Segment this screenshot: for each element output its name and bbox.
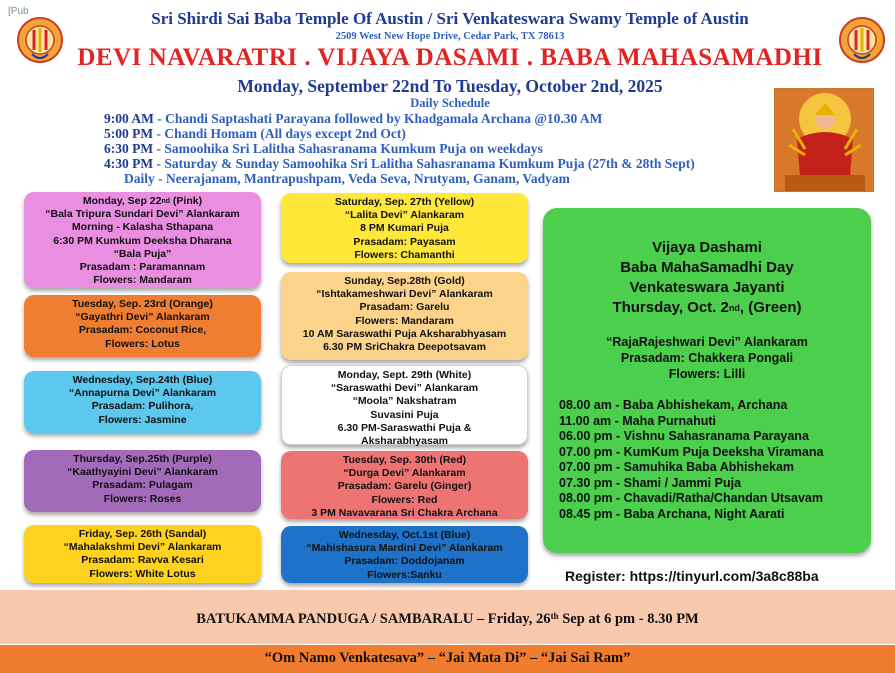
day-line: Prasadam: Doddojanam — [344, 555, 465, 568]
schedule-text: - Chandi Homam (All days except 2nd Oct) — [153, 126, 406, 141]
day-line: Wednesday, Oct.1st (Blue) — [338, 529, 471, 541]
big-card-headline: Baba MahaSamadhi Day — [620, 259, 794, 276]
day-card-sep29 — [281, 365, 528, 448]
goddess-image — [774, 88, 874, 192]
day-line: Prasadam: Payasam — [353, 235, 456, 248]
event-title: DEVI NAVARATRI . VIJAYA DASAMI . BABA MAHASAMADHI — [77, 44, 823, 71]
day-line: Prasadam: Garelu (Ginger) — [337, 480, 472, 493]
schedule-text: Daily - Neerajanam, Mantrapushpam, Veda Seva, Nrutyam, Ganam, Vadyam — [124, 171, 570, 186]
day-line: Prasadam : Paramannam — [79, 261, 206, 274]
daily-schedule-heading: Daily Schedule — [410, 96, 490, 110]
day-line: “Bala Tripura Sundari Devi” Alankaram — [45, 208, 240, 221]
day-line: Tuesday, Sep. 23rd (Orange) — [72, 298, 213, 310]
day-line: Flowers: Mandaram — [93, 274, 192, 287]
big-card-alankaram: “RajaRajeshwari Devi” Alankaram — [606, 335, 808, 349]
day-card-oct2 — [543, 208, 871, 553]
day-line: Flowers: Red — [371, 493, 438, 506]
day-line: 6:30 PM Kumkum Deeksha Dharana — [53, 234, 232, 247]
big-card-flowers: Flowers: Lilli — [668, 367, 746, 381]
schedule-text: - Chandi Saptashati Parayana followed by Khadgamala Archana @10.30 AM — [153, 111, 603, 126]
day-line: Flowers: Jasmine — [98, 413, 187, 426]
day-line: Prasadam: Pulihora, — [91, 400, 194, 413]
big-card-headline: Thursday, Oct. 2nd, (Green) — [612, 299, 802, 316]
schedule-time: 6:30 PM — [104, 141, 154, 156]
temple-address: 2509 West New Hope Drive, Cedar Park, TX 78613 — [335, 31, 565, 42]
big-card-schedule-item: 08.45 pm - Baba Archana, Night Aarati — [559, 506, 785, 521]
big-card-schedule-item: 07.30 pm - Shami / Jammi Puja — [559, 475, 742, 490]
day-line: 3 PM Navavarana Sri Chakra Archana — [311, 506, 498, 519]
day-line: “Ishtakameshwari Devi” Alankaram — [316, 288, 493, 301]
big-card-prasadam: Prasadam: Chakkera Pongali — [620, 351, 794, 365]
batukamma-announcement: BATUKAMMA PANDUGA / SAMBARALU – Friday, 26th Sep at 6 pm - 8.30 PM — [196, 611, 699, 627]
day-line: 10 AM Saraswathi Puja Aksharabhyasam — [302, 327, 507, 340]
day-line: Flowers:Sanku — [367, 568, 442, 581]
schedule-time: 9:00 AM — [104, 111, 154, 126]
day-line: “Mahishasura Mardini Devi” Alankaram — [306, 542, 503, 555]
day-line: 6.30 PM SriChakra Deepotsavam — [323, 341, 486, 354]
register-link[interactable]: Register: https://tinyurl.com/3a8c88ba — [565, 568, 819, 584]
day-card-sep30 — [281, 451, 528, 519]
day-line: Aksharabhyasam — [361, 435, 448, 448]
day-line: Flowers: Lotus — [105, 337, 180, 350]
day-line: Prasadam: Ravva Kesari — [81, 554, 204, 567]
day-line: Tuesday, Sep. 30th (Red) — [342, 454, 467, 466]
pub-tag: [Pub — [8, 6, 29, 17]
day-line: “Mahalakshmi Devi” Alankaram — [63, 541, 222, 554]
day-line: 6.30 PM-Saraswathi Puja & — [337, 421, 472, 434]
big-card-schedule-item: 07.00 pm - KumKum Puja Deeksha Viramana — [559, 444, 824, 459]
daily-schedule-item — [104, 156, 695, 172]
day-card-sep25 — [24, 450, 261, 512]
day-line: “Annapurna Devi” Alankaram — [68, 387, 217, 400]
day-line: “Durga Devi” Alankaram — [343, 467, 466, 480]
big-card-headline: Venkateswara Jayanti — [629, 279, 785, 296]
schedule-text: - Saturday & Sunday Samoohika Sri Lalitha Sahasranama Kumkum Puja (27th & 28th Sept) — [153, 156, 695, 171]
day-line: 8 PM Kumari Puja — [360, 222, 449, 235]
day-line: Flowers: Mandaram — [355, 314, 454, 327]
day-line: Morning - Kalasha Sthapana — [71, 221, 214, 234]
day-line: Flowers: White Lotus — [89, 567, 196, 580]
day-line: Wednesday, Sep.24th (Blue) — [72, 374, 213, 386]
day-line: “Gayathri Devi” Alankaram — [75, 311, 210, 324]
day-line: Prasadam: Coconut Rice, — [78, 324, 207, 337]
chant-line: “Om Namo Venkatesava” – “Jai Mata Di” – “Jai Sai Ram” — [264, 650, 631, 666]
big-card-schedule-item: 07.00 pm - Samuhika Baba Abhishekam — [559, 460, 795, 474]
day-card-sep22 — [24, 192, 261, 288]
big-card-schedule-item: 08.00 pm - Chavadi/Ratha/Chandan Utsavam — [559, 491, 823, 505]
day-card-sep26 — [24, 525, 261, 583]
daily-schedule-item — [124, 171, 570, 187]
day-line: Prasadam: Garelu — [359, 301, 450, 314]
big-card-schedule-item: 11.00 am - Maha Purnahuti — [559, 413, 716, 428]
daily-schedule-item — [104, 141, 543, 157]
day-card-sep24 — [24, 371, 261, 433]
schedule-time: 5:00 PM — [104, 126, 154, 141]
big-card-schedule-item: 06.00 pm - Vishnu Sahasranama Parayana — [559, 429, 809, 443]
day-line: Suvasini Puja — [370, 408, 439, 421]
schedule-time: 4:30 PM — [104, 156, 154, 171]
day-line: Monday, Sep 22nd (Pink) — [82, 195, 203, 207]
big-card-headline: Vijaya Dashami — [652, 239, 762, 256]
daily-schedule-item — [104, 111, 602, 127]
big-card-schedule-item: 08.00 am - Baba Abhishekam, Archana — [559, 398, 788, 412]
temple-title: Sri Shirdi Sai Baba Temple Of Austin / Sri Venkateswara Swamy Temple of Austin — [151, 9, 749, 28]
day-line: Flowers: Chamanthi — [354, 248, 455, 261]
day-line: “Moola” Nakshatram — [352, 395, 457, 408]
day-line: “Saraswathi Devi” Alankaram — [330, 382, 479, 395]
day-line: Sunday, Sep.28th (Gold) — [344, 275, 465, 287]
day-line: Monday, Sept. 29th (White) — [337, 369, 472, 381]
day-line: “Kaathyayini Devi” Alankaram — [67, 466, 218, 479]
day-line: Saturday, Sep. 27th (Yellow) — [334, 196, 475, 208]
day-line: “Bala Puja” — [113, 247, 172, 260]
day-card-sep23 — [24, 295, 261, 357]
day-line: Flowers: Roses — [103, 492, 182, 505]
day-card-sep28 — [281, 272, 528, 360]
day-line: “Lalita Devi” Alankaram — [344, 209, 465, 222]
day-card-oct1 — [281, 526, 528, 583]
day-card-sep27 — [281, 193, 528, 263]
day-line: Prasadam: Pulagam — [92, 479, 193, 492]
daily-schedule-item — [104, 126, 406, 142]
day-line: Friday, Sep. 26th (Sandal) — [78, 528, 207, 540]
schedule-text: - Samoohika Sri Lalitha Sahasranama Kumkum Puja on weekdays — [153, 141, 543, 156]
day-line: Thursday, Sep.25th (Purple) — [73, 453, 212, 465]
date-range: Monday, September 22nd To Tuesday, October 2nd, 2025 — [237, 76, 663, 96]
